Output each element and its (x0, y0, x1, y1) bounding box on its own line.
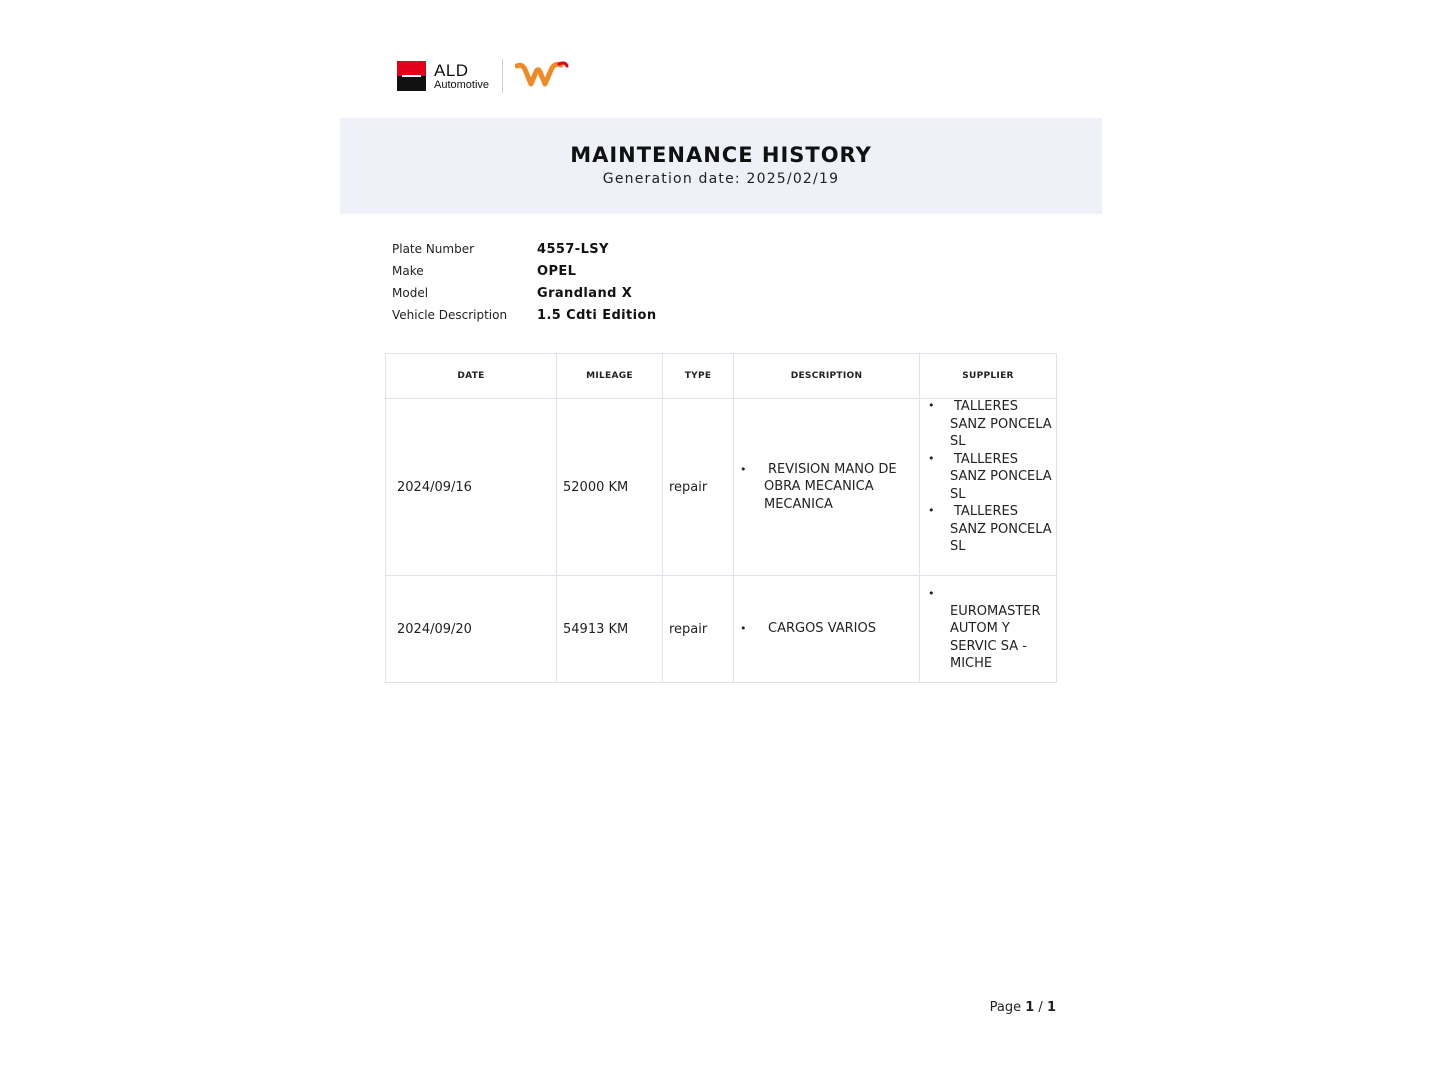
supplier-item: • TALLERES SANZ PONCELA SL (950, 503, 1056, 556)
column-header-mileage: MILEAGE (557, 354, 663, 399)
description-item: • REVISION MANO DE OBRA MECANICA MECANICA (764, 461, 919, 514)
table-row (386, 399, 1057, 576)
page-current: 1 (1025, 1000, 1035, 1015)
info-row-model (392, 282, 657, 304)
supplier-item: • EUROMASTER AUTOM Y SERVIC SA - MICHE (950, 586, 1056, 673)
make-value: OPEL (537, 263, 577, 279)
plate-value: 4557-LSY (537, 241, 609, 257)
cell-mileage: 54913 KM (557, 576, 663, 683)
column-header-date: DATE (386, 354, 557, 399)
supplier-item: • TALLERES SANZ PONCELA SL (950, 398, 1056, 451)
cell-type: repair (663, 399, 734, 576)
page-separator: / (1038, 1000, 1043, 1015)
description-item: • CARGOS VARIOS (764, 620, 919, 638)
make-label: Make (392, 264, 424, 278)
page-number (990, 1000, 1056, 1015)
cell-supplier (920, 399, 1057, 576)
model-label: Model (392, 286, 429, 300)
ald-brand-sub: Automotive (434, 78, 490, 91)
supplier-item: • TALLERES SANZ PONCELA SL (950, 451, 1056, 504)
cell-mileage: 52000 KM (557, 399, 663, 576)
w-swoosh-logo-icon (515, 60, 569, 92)
column-header-supplier: SUPPLIER (920, 354, 1057, 399)
column-header-description: DESCRIPTION (734, 354, 920, 399)
info-row-plate (392, 238, 657, 260)
supplier-list (920, 586, 1056, 673)
info-row-make (392, 260, 657, 282)
description-list (734, 620, 919, 638)
vehicle-description-label: Vehicle Description (392, 308, 508, 322)
ald-brand-name: ALD (434, 60, 469, 80)
column-header-type: TYPE (663, 354, 734, 399)
ald-logo-text (434, 62, 489, 91)
table-header-row (386, 354, 1057, 399)
generation-date: Generation date: 2025/02/19 (602, 171, 840, 187)
document-title: MAINTENANCE HISTORY (570, 143, 872, 167)
cell-supplier (920, 576, 1057, 683)
header-band (340, 118, 1102, 214)
vehicle-description-value: 1.5 Cdti Edition (537, 307, 657, 323)
model-value: Grandland X (537, 285, 633, 301)
ald-square-icon (397, 61, 426, 91)
cell-type: repair (663, 576, 734, 683)
maintenance-table (385, 353, 1057, 683)
supplier-list (920, 398, 1056, 556)
table-row (386, 576, 1057, 683)
cell-date: 2024/09/16 (386, 399, 557, 576)
logo-row (397, 56, 569, 96)
cell-description (734, 399, 920, 576)
ald-automotive-logo (397, 61, 489, 91)
page-total: 1 (1046, 1000, 1056, 1015)
plate-label: Plate Number (392, 242, 475, 256)
info-row-description (392, 304, 657, 326)
cell-date: 2024/09/20 (386, 576, 557, 683)
page-prefix: Page (989, 1000, 1022, 1015)
cell-description (734, 576, 920, 683)
description-list (734, 461, 919, 514)
logo-divider (502, 59, 503, 93)
vehicle-info (392, 238, 657, 326)
